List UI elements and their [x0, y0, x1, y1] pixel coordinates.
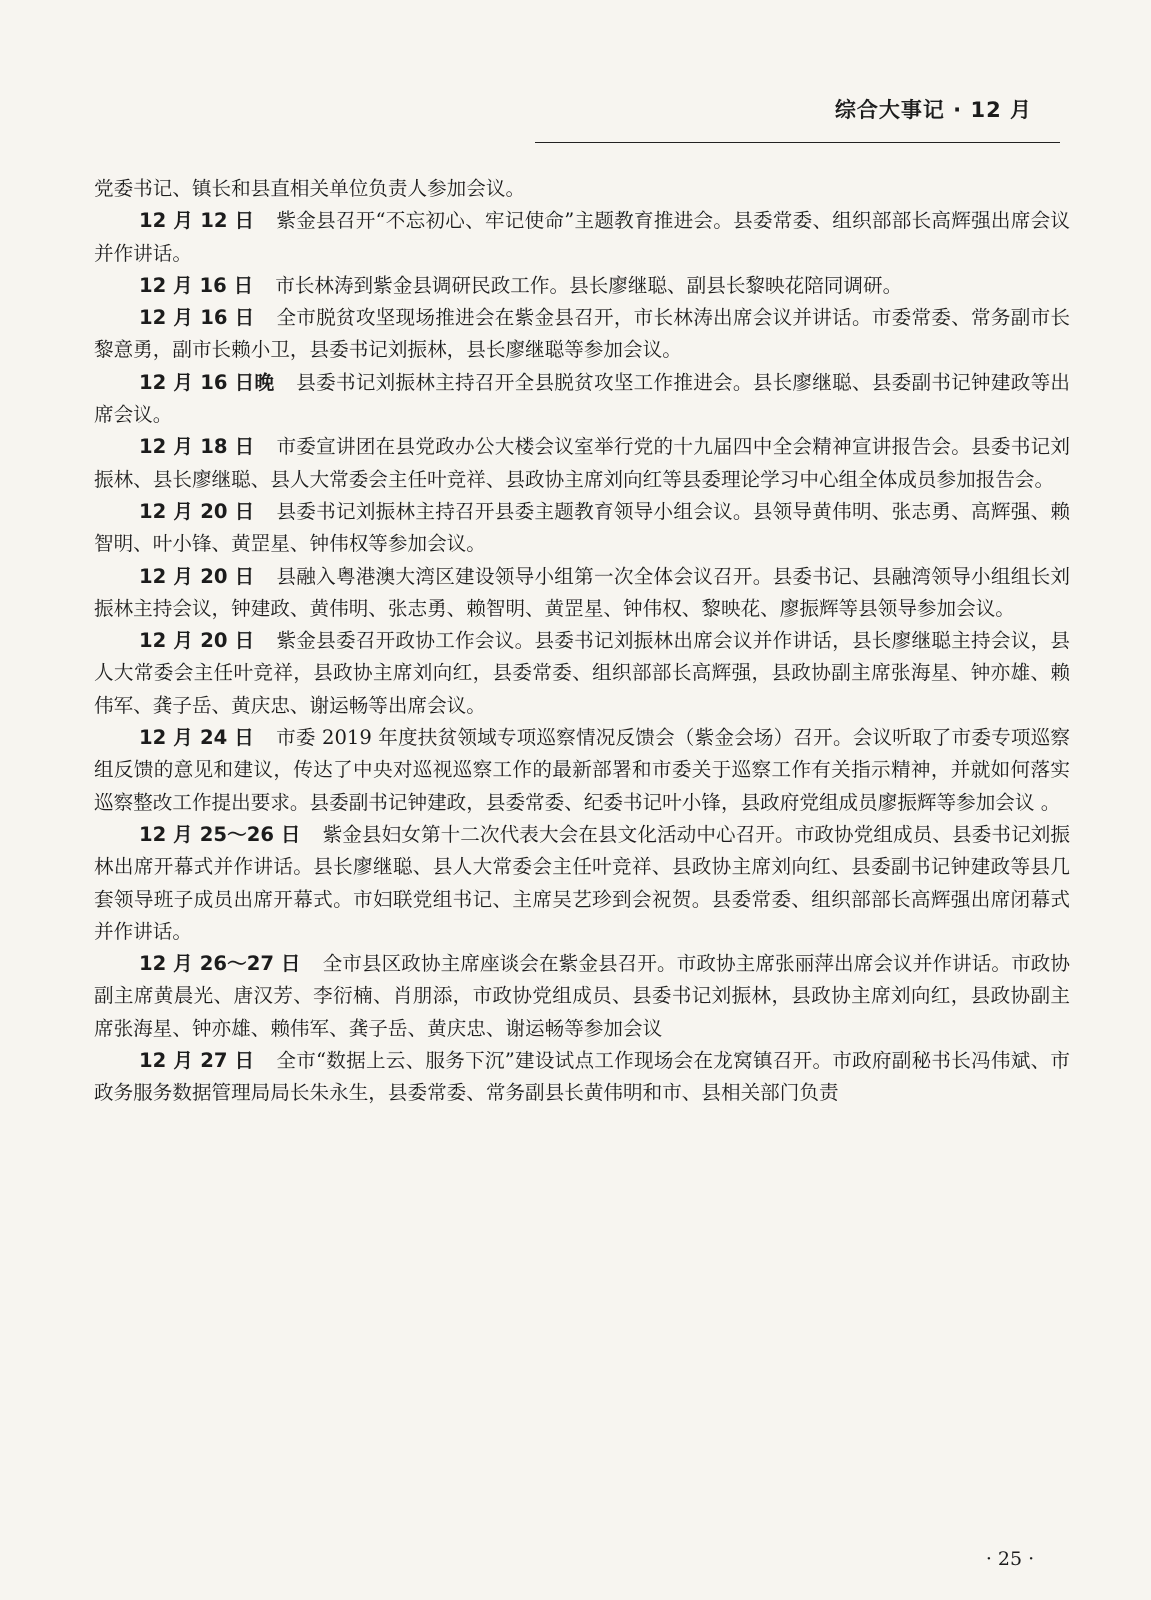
header-rule	[535, 142, 1060, 143]
running-header	[535, 94, 1060, 143]
page-body	[94, 173, 1070, 1110]
entry-text: 全市“数据上云、服务下沉”建设试点工作现场会在龙窝镇召开。市政府副秘书长冯伟斌、市政务服务数据管理局局长朱永生，县委常委、常务副县长黄伟明和市、县相关部门负责	[94, 1049, 1070, 1105]
event-entry	[94, 367, 1070, 432]
entry-text: 县委书记刘振林主持召开县委主题教育领导小组会议。县领导黄伟明、张志勇、高辉强、赖智明、叶小锋、黄罡星、钟伟权等参加会议。	[94, 499, 1071, 556]
entry-date: 12 月 25～26 日	[139, 822, 301, 846]
continuation-paragraph	[94, 173, 1070, 205]
entry-text: 全市县区政协主席座谈会在紫金县召开。市政协主席张丽萍出席会议并作讲话。市政协副主席黄晨光、唐汉芳、李衍楠、肖朋添，市政协党组成员、县委书记刘振林，县政协主席刘向红，县政协副主席张海星、钟亦雄、赖伟军、龚子岳、黄庆忠、谢运畅等参加会议	[94, 952, 1071, 1040]
entry-text: 紫金县委召开政协工作会议。县委书记刘振林出席会议并作讲话，县长廖继聪主持会议，县人大常委会主任叶竞祥，县政协主席刘向红，县委常委、组织部部长高辉强，县政协副主席张海星、钟亦雄、赖伟军、龚子岳、黄庆忠、谢运畅等出席会议。	[94, 629, 1071, 717]
entry-date: 12 月 12 日	[139, 209, 255, 233]
entry-date: 12 月 24 日	[139, 726, 255, 750]
entry-text: 紫金县妇女第十二次代表大会在县文化活动中心召开。市政协党组成员、县委书记刘振林出席开幕式并作讲话。县长廖继聪、县人大常委会主任叶竞祥、县政协主席刘向红、县委副书记钟建政等县几套领导班子成员出席开幕式。市妇联党组书记、主席吴艺珍到会祝贺。县委常委、组织部部长高辉强出席闭幕式并作讲话。	[94, 822, 1071, 943]
entry-date: 12 月 16 日晚	[139, 370, 275, 394]
entry-text: 紫金县召开“不忘初心、牢记使命”主题教育推进会。县委常委、组织部部长高辉强出席会议并作讲话。	[94, 209, 1070, 265]
event-entry	[94, 948, 1070, 1045]
event-entry	[94, 270, 1070, 302]
header-title: 综合大事记 · 12 月	[834, 98, 1032, 122]
event-entry	[94, 496, 1070, 561]
entry-text: 市委宣讲团在县党政办公大楼会议室举行党的十九届四中全会精神宣讲报告会。县委书记刘振林、县长廖继聪、县人大常委会主任叶竞祥、县政协主席刘向红等县委理论学习中心组全体成员参加报告会。	[94, 435, 1071, 491]
entry-date: 12 月 16 日	[139, 306, 255, 330]
event-entry	[94, 431, 1070, 496]
entry-date: 12 月 18 日	[139, 435, 255, 459]
entry-date: 12 月 27 日	[139, 1049, 255, 1073]
event-entry	[94, 1045, 1070, 1110]
entry-text: 市委 2019 年度扶贫领域专项巡察情况反馈会（紫金会场）召开。会议听取了市委专项巡察组反馈的意见和建议，传达了中央对巡视巡察工作的最新部署和市委关于巡察工作有关指示精神，并就如何落实巡察整改工作提出要求。县委副书记钟建政，县委常委、纪委书记叶小锋，县政府党组成员廖振辉等参加会议 。	[94, 726, 1070, 814]
event-entry	[94, 819, 1070, 948]
paragraph-text: 党委书记、镇长和县直相关单位负责人参加会议。	[94, 177, 526, 200]
event-entry	[94, 722, 1070, 819]
entry-date: 12 月 26～27 日	[139, 952, 301, 976]
entry-date: 12 月 16 日	[139, 273, 254, 297]
page-number: · 25 ·	[985, 1548, 1035, 1570]
entry-text: 全市脱贫攻坚现场推进会在紫金县召开，市长林涛出席会议并讲话。市委常委、常务副市长黎意勇，副市长赖小卫，县委书记刘振林，县长廖继聪等参加会议。	[94, 306, 1071, 362]
entry-text: 县委书记刘振林主持召开全县脱贫攻坚工作推进会。县长廖继聪、县委副书记钟建政等出席会议。	[94, 370, 1071, 427]
entry-date: 12 月 20 日	[139, 629, 255, 653]
event-entry	[94, 561, 1070, 626]
entry-text: 县融入粤港澳大湾区建设领导小组第一次全体会议召开。县委书记、县融湾领导小组组长刘振林主持会议，钟建政、黄伟明、张志勇、赖智明、黄罡星、钟伟权、黎映花、廖振辉等县领导参加会议。	[94, 564, 1071, 620]
event-entry	[94, 625, 1070, 722]
entry-text: 市长林涛到紫金县调研民政工作。县长廖继聪、副县长黎映花陪同调研。	[275, 273, 903, 297]
entry-date: 12 月 20 日	[139, 499, 255, 523]
entry-date: 12 月 20 日	[139, 564, 255, 588]
event-entry	[94, 302, 1070, 367]
event-entry	[94, 205, 1070, 270]
